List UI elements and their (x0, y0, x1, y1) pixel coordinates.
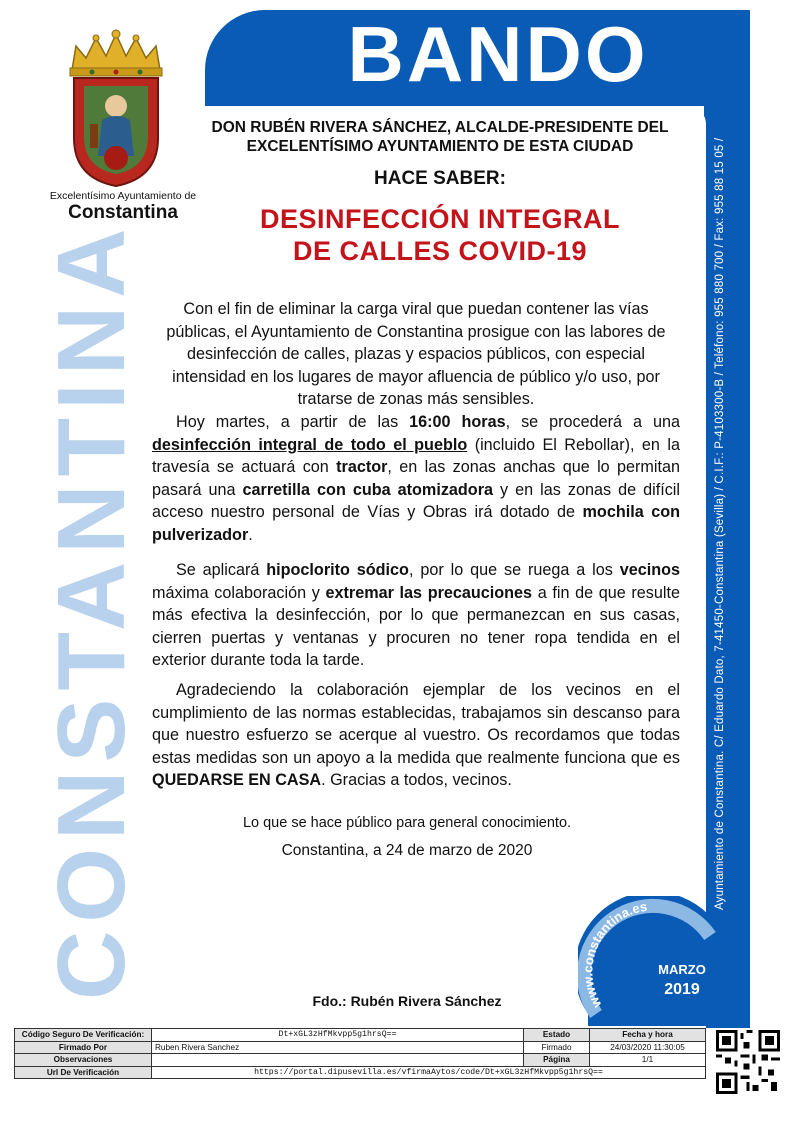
text-span: . Gracias a todos, vecinos. (321, 771, 512, 789)
bold-underlined-scope: desinfección integral de todo el pueblo (152, 435, 468, 454)
bold-tractor: tractor (336, 458, 388, 476)
paragraph-precautions (152, 559, 680, 672)
place-date: Constantina, a 24 de marzo de 2020 (281, 842, 533, 859)
text-span: , se procederá a una (505, 413, 680, 431)
text-span: , en las zonas anchas que lo permitan pasará una (152, 458, 680, 499)
text-span: a fin de que resulte más efectiva la desinfección, por lo que permanezcan en sus casas, cierren puertas y ventanas y procuren no tener ropa tendida en el exterior durante toda la tarde. (152, 583, 680, 669)
bold-chemical: hipoclorito sódico (266, 561, 409, 579)
website-badge (578, 896, 728, 1026)
paragraph-schedule (152, 411, 680, 546)
text-span: (incluido El Rebollar), en la travesía se actuará con (152, 435, 680, 476)
csv-label: Código Seguro De Verificación: (15, 1029, 152, 1042)
mayor-header-line2: EXCELENTÍSIMO AYUNTAMIENTO DE ESTA CIUDAD (246, 138, 634, 155)
table-row (15, 1054, 706, 1067)
mayor-header-line1: DON RUBÉN RIVERA SÁNCHEZ, ALCALDE-PRESIDENTE DEL (211, 119, 669, 136)
firmado-por-value: Ruben Rivera Sanchez (152, 1041, 524, 1054)
text-span: Hoy martes, a partir de las (176, 413, 410, 431)
estado-label: Estado (524, 1029, 590, 1042)
verification-table (14, 1028, 706, 1079)
bold-precautions: extremar las precauciones (325, 583, 533, 602)
fecha-value: 24/03/2020 11:30:05 (590, 1041, 706, 1054)
text-span: máxima colaboración y (152, 583, 326, 602)
signature: Fdo.: Rubén Rivera Sánchez (312, 993, 502, 1009)
crest-caption: Excelentísimo Ayuntamiento de (49, 190, 197, 202)
text-span: . (248, 525, 253, 544)
hace-saber-heading: HACE SABER: (374, 168, 506, 189)
verification-url[interactable]: https://portal.dipusevilla.es/vfirmaAytos/code/Dt+xGL3zHfMkvpp5g1hrsQ== (152, 1066, 706, 1079)
right-border-bar (704, 10, 750, 1028)
qr-code-icon[interactable] (716, 1030, 780, 1094)
paragraph-thanks (152, 679, 680, 792)
text-span: Se aplicará (176, 561, 267, 579)
text-span: , por lo que se ruega a los (408, 561, 620, 579)
badge-month: MARZO (658, 962, 706, 977)
bold-backpack: mochila con pulverizador (152, 503, 680, 544)
bold-stay-home: QUEDARSE EN CASA (152, 771, 322, 789)
bold-cart: carretilla con cuba atomizadora (242, 480, 494, 499)
text-span: y en las zonas de difícil acceso nuestro personal de Vías y Obras irá dotado de (152, 480, 681, 521)
bold-time: 16:00 horas (409, 413, 506, 431)
mayor-header (160, 118, 720, 156)
coat-of-arms-icon (62, 28, 170, 188)
bando-title: BANDO (347, 10, 649, 98)
url-label: Url De Verificación (15, 1066, 152, 1079)
vertical-watermark: CONSTANTINA (38, 220, 145, 1000)
vertical-address: Ayuntamiento de Constantina. C/ Eduardo Dato, 7-41450-Constantina (Sevilla) / C.I.F.: P-4103300-B / Teléfono: 955 880 700 / Fax: 955 88 15 05 / (714, 137, 726, 910)
closing-line: Lo que se hace público para general conocimiento. (242, 815, 572, 831)
municipality-name: Constantina (68, 202, 178, 223)
paragraph-intro: Con el fin de eliminar la carga viral que puedan contener las vías públicas, el Ayuntamiento de Constantina prosigue con las labores de desinfección de calles, plazas y espacios públicos, con especial intensidad en los lugares de mayor afluencia de público y/o uso, por tratarse de zonas más sensibles. (166, 300, 666, 408)
badge-web-path: www.constantina.es (580, 898, 649, 1011)
observaciones-label: Observaciones (15, 1054, 152, 1067)
table-row (15, 1029, 706, 1042)
estado-value: Firmado (524, 1041, 590, 1054)
document-title-line2: DE CALLES COVID-19 (292, 236, 588, 266)
text-span: Agradeciendo la colaboración ejemplar de los vecinos en el cumplimiento de las normas establecidas, trabajamos sin descanso para que nuestro esfuerzo se acerque al vuestro. Os recordamos que todas estas medidas son un apoyo a la medida que realmente funciona que es (152, 681, 680, 767)
bold-residents: vecinos (619, 561, 681, 579)
table-row (15, 1041, 706, 1054)
csv-value: Dt+xGL3zHfMkvpp5g1hrsQ== (152, 1029, 524, 1042)
pagina-value: 1/1 (590, 1054, 706, 1067)
fecha-label: Fecha y hora (590, 1029, 706, 1042)
badge-year: 2019 (664, 981, 700, 998)
pagina-label: Página (524, 1054, 590, 1067)
document-title (160, 203, 720, 267)
firmado-por-label: Firmado Por (15, 1041, 152, 1054)
observaciones-value (152, 1054, 524, 1067)
table-row (15, 1066, 706, 1079)
document-title-line1: DESINFECCIÓN INTEGRAL (259, 204, 620, 234)
